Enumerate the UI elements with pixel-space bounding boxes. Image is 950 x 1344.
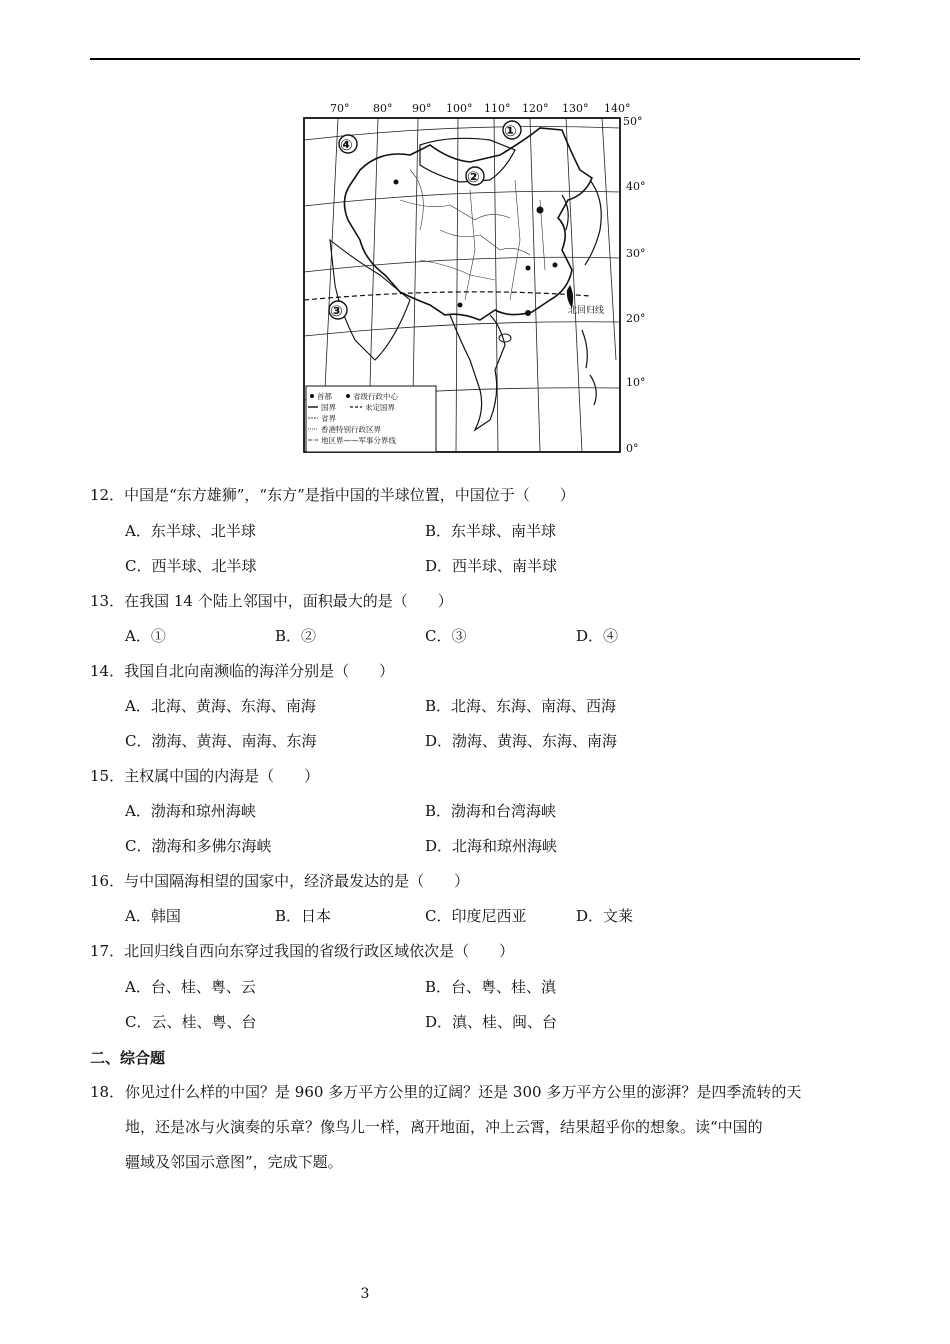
region-1: ①	[504, 122, 517, 140]
lon-label: 140°	[604, 102, 631, 115]
option-a: A．渤海和琼州海峡	[125, 802, 256, 820]
option-a: A．北海、黄海、东海、南海	[125, 697, 316, 715]
legend-provincial-center: 省级行政中心	[353, 392, 398, 401]
question-text: 北回归线自西向东穿过我国的省级行政区域依次是（ ）	[124, 942, 515, 960]
option-a: A．①	[125, 627, 166, 645]
lat-label: 0°	[626, 442, 639, 455]
option-d: D．文莱	[576, 907, 634, 925]
question-17	[90, 941, 514, 961]
legend-provincial-border: 省界	[321, 414, 336, 423]
option-c: C．印度尼西亚	[425, 907, 527, 925]
question-18	[90, 1075, 860, 1180]
option-d: D．北海和琼州海峡	[425, 837, 558, 855]
option-c: C．渤海和多佛尔海峡	[125, 837, 272, 855]
option-d: D．渤海、黄海、东海、南海	[425, 732, 618, 750]
lat-label: 50°	[623, 115, 643, 128]
lon-label: 70°	[330, 102, 350, 115]
option-a: A．韩国	[125, 907, 181, 925]
region-4: ④	[340, 136, 353, 154]
lon-label: 110°	[484, 102, 511, 115]
question-14	[90, 661, 394, 681]
option-d: D．滇、桂、闽、台	[425, 1013, 558, 1031]
question-number: 15．	[90, 767, 125, 785]
section-title: 二、综合题	[90, 1049, 166, 1067]
region-2: ②	[467, 168, 480, 186]
question-number: 14．	[90, 662, 125, 680]
question-text-line: 地，还是冰与火演奏的乐章？像鸟儿一样，离开地面，冲上云霄，结果超乎你的想象。读“中国的	[125, 1118, 763, 1136]
question-text-line: 疆域及邻国示意图”，完成下题。	[125, 1153, 343, 1171]
question-number: 18．	[90, 1083, 125, 1101]
option-c: C．渤海、黄海、南海、东海	[125, 732, 317, 750]
question-number: 16．	[90, 872, 125, 890]
header-rule	[90, 58, 860, 60]
question-text: 我国自北向南濒临的海洋分别是（ ）	[124, 662, 395, 680]
lon-label: 80°	[373, 102, 393, 115]
legend-undetermined-border: 未定国界	[365, 403, 395, 412]
question-12	[90, 485, 575, 505]
question-number: 17．	[90, 942, 125, 960]
option-a: A．台、桂、粤、云	[125, 978, 256, 996]
china-territory-map	[300, 100, 655, 460]
lat-label: 20°	[626, 312, 646, 325]
option-b: B．渤海和台湾海峡	[425, 802, 557, 820]
region-3: ③	[330, 302, 343, 320]
option-d: D．④	[576, 627, 619, 645]
tropic-label: 北回归线	[568, 306, 605, 316]
option-c: C．云、桂、粤、台	[125, 1013, 257, 1031]
question-text: 在我国 14 个陆上邻国中，面积最大的是（ ）	[124, 592, 453, 610]
legend-capital: 首都	[317, 392, 332, 401]
lat-label: 40°	[626, 180, 646, 193]
lon-label: 120°	[522, 102, 549, 115]
option-b: B．台、粤、桂、滇	[425, 978, 557, 996]
option-c: C．③	[425, 627, 467, 645]
question-number: 12．	[90, 486, 125, 504]
question-number: 13．	[90, 592, 125, 610]
question-16	[90, 871, 469, 891]
question-text: 与中国隔海相望的国家中，经济最发达的是（ ）	[124, 872, 470, 890]
page-number: 3	[360, 1286, 370, 1302]
question-15	[90, 766, 319, 786]
question-text: 主权属中国的内海是（ ）	[124, 767, 320, 785]
option-c: C．西半球、北半球	[125, 557, 257, 575]
legend-military-line: 地区界——军事分界线	[321, 436, 396, 445]
legend-sar-border: 香港特别行政区界	[321, 425, 381, 434]
question-text: 中国是“东方雄狮”，“东方”是指中国的半球位置，中国位于（ ）	[124, 486, 575, 504]
lon-label: 130°	[562, 102, 589, 115]
option-b: B．北海、东海、南海、西海	[425, 697, 617, 715]
option-a: A．东半球、北半球	[125, 522, 256, 540]
lon-label: 90°	[412, 102, 432, 115]
lat-label: 30°	[626, 247, 646, 260]
option-b: B．②	[275, 627, 317, 645]
option-b: B．日本	[275, 907, 332, 925]
question-13	[90, 591, 453, 611]
lat-label: 10°	[626, 376, 646, 389]
option-d: D．西半球、南半球	[425, 557, 558, 575]
legend-national-border: 国界	[321, 403, 336, 412]
option-b: B．东半球、南半球	[425, 522, 557, 540]
lon-label: 100°	[446, 102, 473, 115]
question-text-line: 你见过什么样的中国？是 960 多万平方公里的辽阔？还是 300 多万平方公里的澎湃？是四季流转的天	[125, 1083, 802, 1101]
